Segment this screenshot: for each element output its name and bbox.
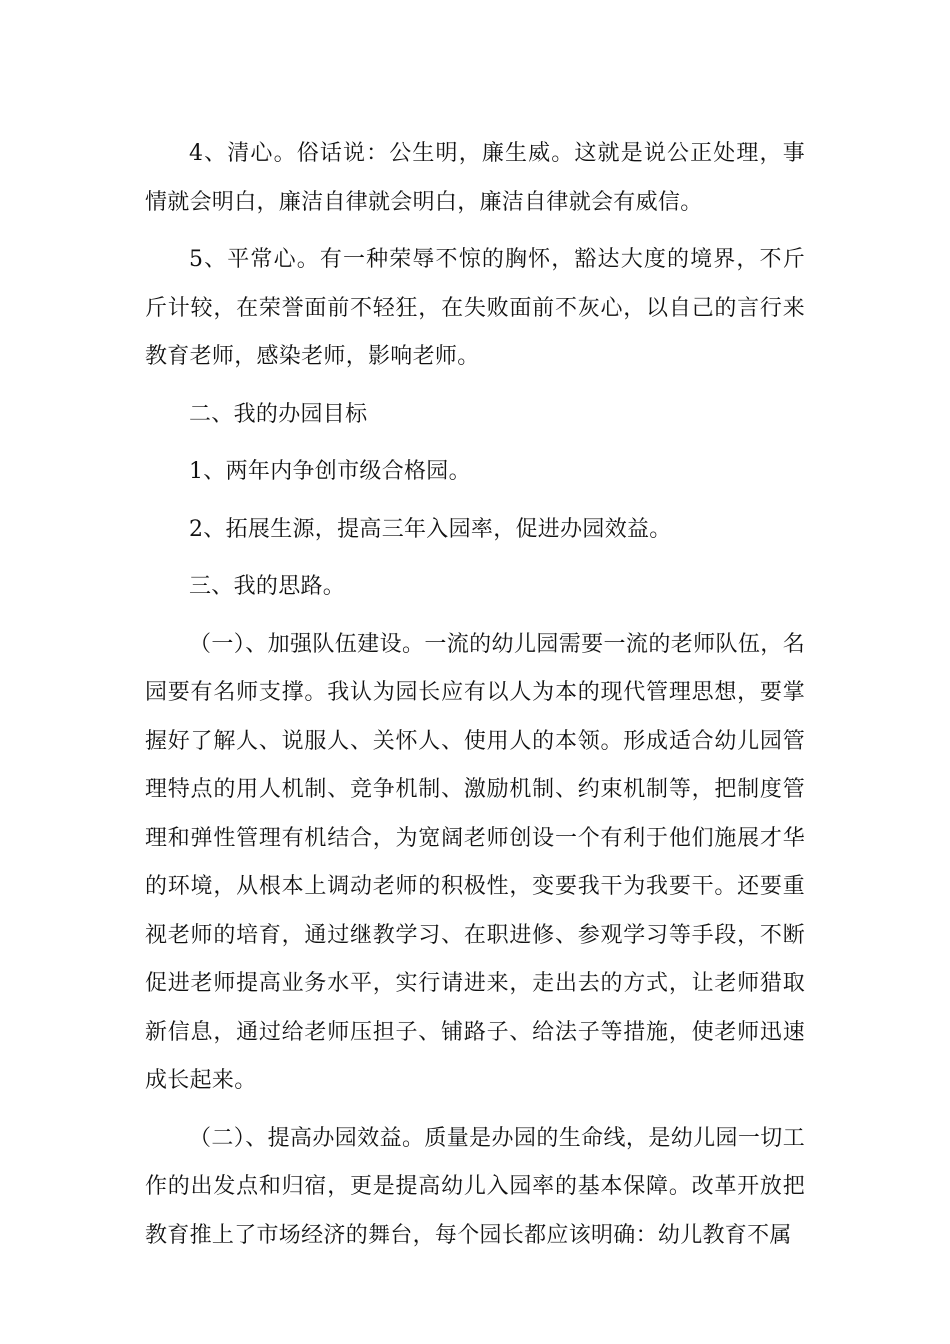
paragraph-clear-mind: 4、清心。俗话说：公生明，廉生威。这就是说公正处理，事情就会明白，廉洁自律就会明白，廉洁自律就会有威信。 bbox=[145, 141, 805, 215]
paragraph-ordinary-mind: 5、平常心。有一种荣辱不惊的胸怀，豁达大度的境界，不斤斤计较，在荣誉面前不轻狂，在失败面前不灰心，以自己的言行来教育老师，感染老师，影响老师。 bbox=[145, 247, 805, 369]
paragraph-efficiency: （二）、提高办园效益。质量是办园的生命线，是幼儿园一切工作的出发点和归宿，更是提高幼儿入园率的基本保障。改革开放把教育推上了市场经济的舞台，每个园长都应该明确：幼儿教育不属 bbox=[145, 1125, 805, 1248]
paragraph-team-building: （一）、加强队伍建设。一流的幼儿园需要一流的老师队伍，名园要有名师支撑。我认为园长应有以人为本的现代管理思想，要掌握好了解人、说服人、关怀人、使用人的本领。形成适合幼儿园管理特点的用人机制、竞争机制、激励机制、约束机制等，把制度管理和弹性管理有机结合，为宽阔老师创设一个有利于他们施展才华的环境，从根本上调动老师的积极性，变要我干为我要干。还要重视老师的培育，通过继教学习、在职进修、参观学习等手段，不断促进老师提高业务水平，实行请进来，走出去的方式，让老师猎取新信息，通过给老师压担子、铺路子、给法子等措施，使老师迅速成长起来。 bbox=[145, 631, 805, 1093]
heading-goals: 二、我的办园目标 bbox=[189, 401, 368, 427]
goal-item-1: 1、两年内争创市级合格园。 bbox=[189, 459, 471, 484]
document-body bbox=[145, 130, 805, 1269]
heading-approach: 三、我的思路。 bbox=[189, 574, 346, 599]
goal-item-2: 2、拓展生源，提高三年入园率，促进办园效益。 bbox=[189, 516, 672, 542]
